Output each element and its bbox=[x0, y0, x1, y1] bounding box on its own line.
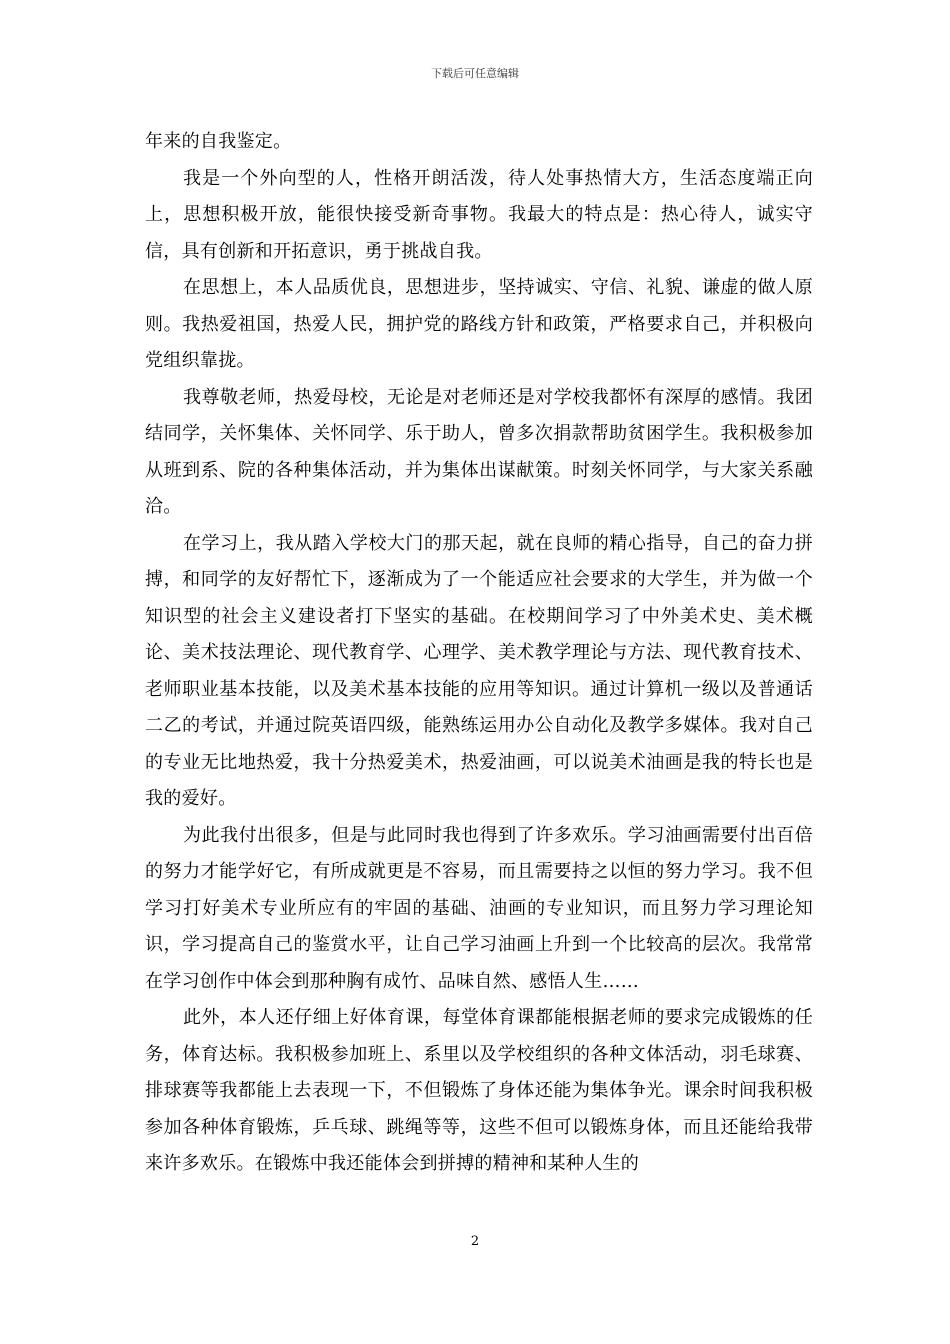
paragraph-effort: 为此我付出很多，但是与此同时我也得到了许多欢乐。学习油画需要付出百倍的努力才能学好它，有所成就更是不容易，而且需要持之以恒的努力学习。我不但学习打好美术专业所应有的牢固的基础、油画的专业知识，而且努力学习理论知识，学习提高自己的鉴赏水平，让自己学习油画上升到一个比较高的层次。我常常在学习创作中体会到那种胸有成竹、品味自然、感悟人生…… bbox=[145, 824, 813, 992]
paragraph-respect: 我尊敬老师，热爱母校，无论是对老师还是对学校我都怀有深厚的感情。我团结同学，关怀集体、关怀同学、乐于助人，曾多次捐款帮助贫困学生。我积极参加从班到系、院的各种集体活动，并为集体出谋献策。时刻关怀同学，与大家关系融洽。 bbox=[145, 386, 813, 517]
page-header: 下载后可任意编辑 bbox=[431, 67, 519, 80]
paragraph-sports: 此外，本人还仔细上好体育课，每堂体育课都能根据老师的要求完成锻炼的任务，体育达标。我积极参加班上、系里以及学校组织的各种文体活动，羽毛球赛、排球赛等我都能上去表现一下，不但锻炼了身体还能为集体争光。课余时间我积极参加各种体育锻炼，乒乓球、跳绳等等，这些不但可以锻炼身体，而且还能给我带来许多欢乐。在锻炼中我还能体会到拼搏的精神和某种人生的 bbox=[145, 1007, 813, 1174]
paragraph-continuation: 年来的自我鉴定。 bbox=[145, 131, 292, 152]
paragraph-personality: 我是一个外向型的人，性格开朗活泼，待人处事热情大方，生活态度端正向上，思想积极开放，能很快接受新奇事物。我最大的特点是：热心待人，诚实守信，具有创新和开拓意识，勇于挑战自我。 bbox=[145, 167, 813, 262]
paragraph-study: 在学习上，我从踏入学校大门的那天起，就在良师的精心指导，自己的奋力拼搏，和同学的友好帮忙下，逐渐成为了一个能适应社会要求的大学生，并为做一个知识型的社会主义建设者打下坚实的基础。在校期间学习了中外美术史、美术概论、美术技法理论、现代教育学、心理学、美术教学理论与方法、现代教育技术、老师职业基本技能，以及美术基本技能的应用等知识。通过计算机一级以及普通话二乙的考试，并通过院英语四级，能熟练运用办公自动化及教学多媒体。我对自己的专业无比地热爱，我十分热爱美术，热爱油画，可以说美术油画是我的特长也是我的爱好。 bbox=[145, 532, 813, 809]
document-body bbox=[145, 124, 813, 1183]
paragraph-ideology: 在思想上，本人品质优良，思想进步，坚持诚实、守信、礼貌、谦虚的做人原则。我热爱祖国，热爱人民，拥护党的路线方针和政策，严格要求自己，并积极向党组织靠拢。 bbox=[145, 277, 813, 371]
page-number: 2 bbox=[470, 1234, 480, 1249]
